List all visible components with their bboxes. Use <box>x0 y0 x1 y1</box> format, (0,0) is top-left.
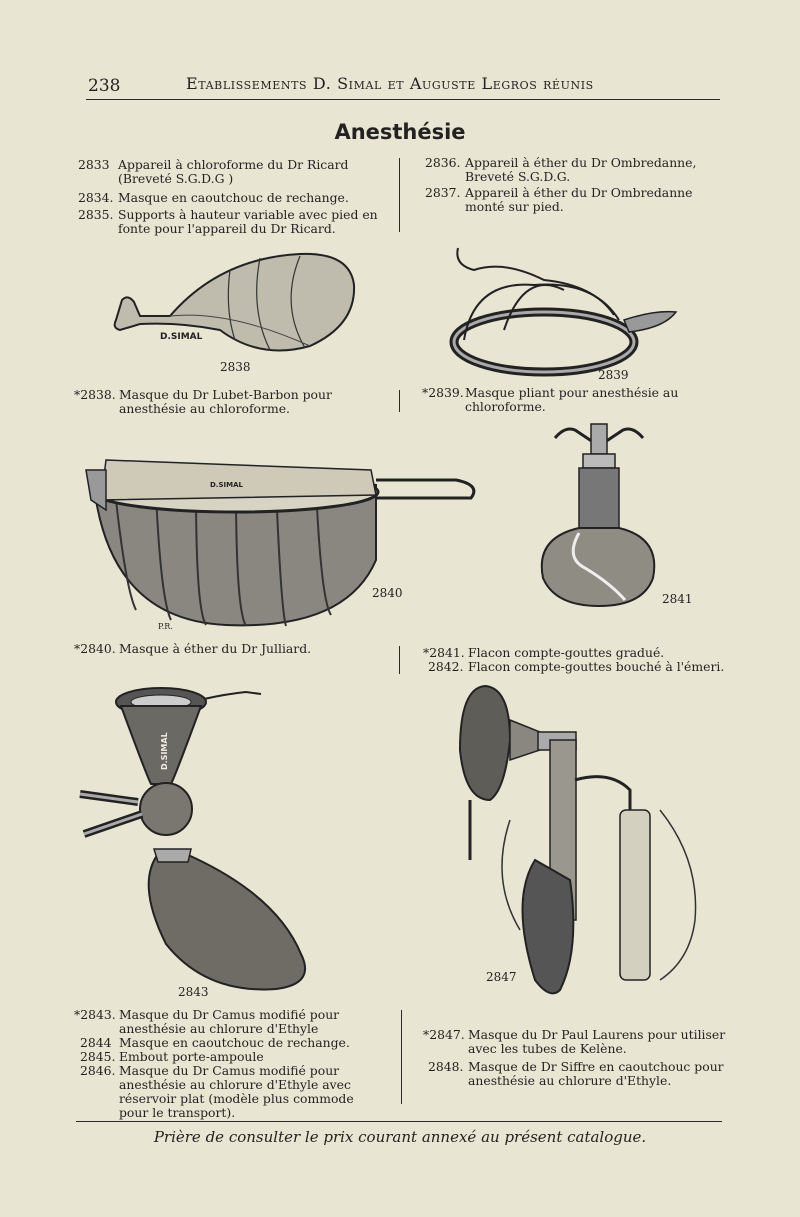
column-divider <box>399 646 400 674</box>
column-divider <box>401 1010 402 1104</box>
figure-2839-mask <box>444 240 684 380</box>
brand-stamp: D.SIMAL <box>160 732 169 770</box>
entry-number: 2842. <box>428 659 464 674</box>
entry-2835 <box>78 208 383 238</box>
section-title: Anesthésie <box>334 120 466 144</box>
page-number: 238 <box>88 76 121 96</box>
brand-stamp: D.SIMAL <box>210 481 243 489</box>
entry-text: Supports à hauteur variable avec pied en fonte pour l'appareil du Dr Ricard. <box>118 207 378 236</box>
entry-text: Masque du Dr Lubet-Barbon pour anesthésie au chloroforme. <box>119 387 332 416</box>
entry-text: Masque du Dr Paul Laurens pour utiliser avec les tubes de Kelène. <box>468 1027 726 1056</box>
figure-2843-mask <box>76 684 316 1000</box>
entry-text: Masque pliant pour anesthésie au chloroforme. <box>465 385 679 414</box>
entry-number: 2837. <box>425 185 461 200</box>
engraver-signature: P.R. <box>158 622 173 631</box>
entry-text: Masque à éther du Dr Julliard. <box>119 641 312 656</box>
entry-number: 2833 <box>78 157 110 172</box>
entry-2838 <box>74 388 384 418</box>
entry-2836 <box>425 156 725 186</box>
entry-2848 <box>428 1060 733 1090</box>
entry-text: Flacon compte-gouttes bouché à l'émeri. <box>468 659 725 674</box>
entry-2837 <box>425 186 725 216</box>
entry-2840 <box>74 642 384 658</box>
figure-label-2839: 2839 <box>598 368 629 382</box>
entry-number: 2834. <box>78 190 114 205</box>
entry-text: Flacon compte-gouttes gradué. <box>468 645 665 660</box>
footer-note: Prière de consulter le prix courant annexé au présent catalogue. <box>153 1128 647 1146</box>
header-rule <box>86 99 720 100</box>
entry-text: Appareil à chloroforme du Dr Ricard (Breveté S.G.D.G ) <box>118 157 349 186</box>
figure-2840-mask <box>76 440 486 640</box>
brand-stamp: D.SIMAL <box>160 332 203 342</box>
entry-number: 2844 <box>80 1035 112 1050</box>
entry-2847 <box>423 1028 733 1058</box>
entry-number: 2845. <box>80 1049 116 1064</box>
entry-text: Masque du Dr Camus modifié pour anesthésie au chlorure d'Ethyle <box>119 1007 340 1036</box>
entry-text: Masque de Dr Siffre en caoutchouc pour anesthésie au chlorure d'Ethyle. <box>468 1059 724 1088</box>
running-title: Etablissements D. Simal et Auguste Legros réunis <box>186 74 594 93</box>
column-divider <box>399 390 400 412</box>
entry-2842 <box>428 660 733 676</box>
entry-text: Masque en caoutchouc de rechange. <box>118 190 349 205</box>
entry-text: Appareil à éther du Dr Ombredanne monté sur pied. <box>465 185 693 214</box>
entry-text: Masque en caoutchouc de rechange. <box>119 1035 350 1050</box>
entry-2846 <box>80 1064 384 1122</box>
figure-2847-mask <box>450 680 720 1020</box>
entry-number: 2836. <box>425 155 461 170</box>
entry-number: *2839. <box>422 385 464 400</box>
entry-2833 <box>78 158 383 188</box>
entry-text: Embout porte-ampoule <box>119 1049 264 1064</box>
entry-number: *2838. <box>74 387 116 402</box>
entry-number: *2841. <box>423 645 465 660</box>
footer-rule <box>76 1121 722 1122</box>
column-divider <box>399 158 400 232</box>
figure-label-2843: 2843 <box>178 985 209 999</box>
entry-2839 <box>422 386 727 416</box>
figure-2838-mask <box>110 250 360 360</box>
figure-label-2841: 2841 <box>662 592 693 606</box>
entry-2834 <box>78 191 383 207</box>
entry-2843 <box>74 1008 384 1038</box>
figure-label-2840: 2840 <box>372 586 403 600</box>
entry-number: 2846. <box>80 1063 116 1078</box>
entry-text: Masque du Dr Camus modifié pour anesthésie au chlorure d'Ethyle avec réservoir plat (modèle plus commode pour le transport). <box>119 1063 354 1120</box>
entry-number: *2840. <box>74 641 116 656</box>
figure-2841-flask <box>535 418 665 608</box>
entry-number: *2843. <box>74 1007 116 1022</box>
entry-number: 2835. <box>78 207 114 222</box>
figure-label-2847: 2847 <box>486 970 517 984</box>
entry-number: *2847. <box>423 1027 465 1042</box>
figure-label-2838: 2838 <box>220 360 251 374</box>
entry-text: Appareil à éther du Dr Ombredanne, Breveté S.G.D.G. <box>465 155 697 184</box>
entry-number: 2848. <box>428 1059 464 1074</box>
